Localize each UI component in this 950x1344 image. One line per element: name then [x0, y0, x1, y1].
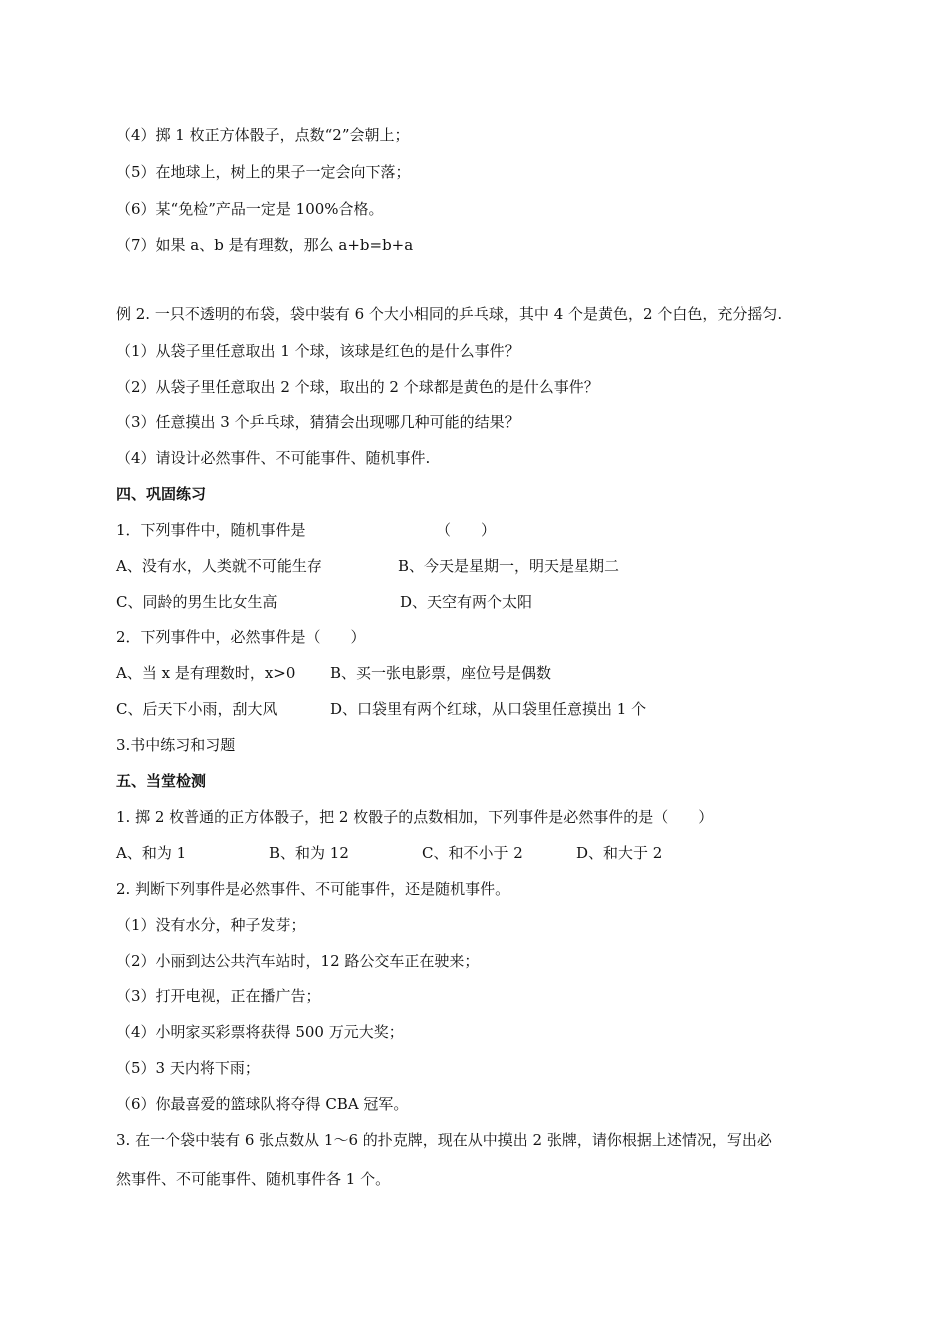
question-line-continued: 然事件、不可能事件、随机事件各 1 个。: [116, 1170, 391, 1188]
question-line: 1. 掷 2 枚普通的正方体骰子，把 2 枚骰子的点数相加，下列事件是必然事件的是（ ）: [116, 808, 714, 826]
option-d: D、天空有两个太阳: [400, 593, 533, 611]
option-d: D、和大于 2: [576, 844, 663, 862]
text-line: （4）掷 1 枚正方体骰子，点数“2”会朝上；: [116, 126, 410, 144]
question-text: 1．下列事件中，随机事件是: [116, 521, 306, 539]
text-line: （7）如果 a、b 是有理数，那么 a+b=b+a: [116, 236, 414, 254]
text-line: （6）某“免检”产品一定是 100%合格。: [116, 200, 384, 218]
text-line: （1）从袋子里任意取出 1 个球，该球是红色的是什么事件？: [116, 342, 520, 360]
text-line: （4）请设计必然事件、不可能事件、随机事件.: [116, 449, 431, 467]
options-row: [116, 556, 876, 576]
option-c: C、和不小于 2: [422, 844, 523, 862]
option-b: B、今天是星期一，明天是星期二: [398, 557, 620, 575]
text-line: （2）小丽到达公共汽车站时，12 路公交车正在驶来；: [116, 952, 480, 970]
text-line: （3）打开电视，正在播广告；: [116, 987, 321, 1005]
text-line: （2）从袋子里任意取出 2 个球，取出的 2 个球都是黄色的是什么事件？: [116, 378, 599, 396]
option-d: D、口袋里有两个红球，从口袋里任意摸出 1 个: [330, 700, 647, 718]
text-line: （5）在地球上，树上的果子一定会向下落；: [116, 163, 411, 181]
answer-blank: （ ）: [436, 521, 497, 539]
option-c: C、同龄的男生比女生高: [116, 593, 278, 611]
option-a: A、没有水，人类就不可能生存: [116, 557, 322, 575]
text-line: （6）你最喜爱的篮球队将夺得 CBA 冠军。: [116, 1095, 409, 1113]
section-heading: 五、当堂检测: [116, 772, 207, 790]
options-row: [116, 699, 876, 719]
option-a: A、和为 1: [116, 844, 187, 862]
example-2-stem: 例 2. 一只不透明的布袋，袋中装有 6 个大小相同的乒乓球，其中 4 个是黄色，2 个白色，充分摇匀.: [116, 305, 783, 323]
question-line: 2. 判断下列事件是必然事件、不可能事件，还是随机事件。: [116, 880, 511, 898]
question-line: 3. 在一个袋中装有 6 张点数从 1～6 的扑克牌，现在从中摸出 2 张牌，请你根据上述情况，写出必: [116, 1131, 772, 1149]
text-line: 3.书中练习和习题: [116, 736, 236, 754]
option-c: C、后天下小雨，刮大风: [116, 700, 278, 718]
options-row: [116, 592, 876, 612]
option-b: B、和为 12: [269, 844, 349, 862]
options-row: [116, 663, 876, 683]
options-row: [116, 843, 876, 863]
question-line: [116, 520, 876, 540]
text-line: （5）3 天内将下雨；: [116, 1059, 260, 1077]
option-b: B、买一张电影票，座位号是偶数: [330, 664, 552, 682]
option-a: A、当 x 是有理数时，x>0: [116, 664, 296, 682]
text-line: （4）小明家买彩票将获得 500 万元大奖；: [116, 1023, 404, 1041]
question-line: 2．下列事件中，必然事件是（ ）: [116, 628, 366, 646]
text-line: （1）没有水分，种子发芽；: [116, 916, 306, 934]
section-heading: 四、巩固练习: [116, 485, 207, 503]
text-line: （3）任意摸出 3 个乒乓球，猜猜会出现哪几种可能的结果？: [116, 413, 520, 431]
